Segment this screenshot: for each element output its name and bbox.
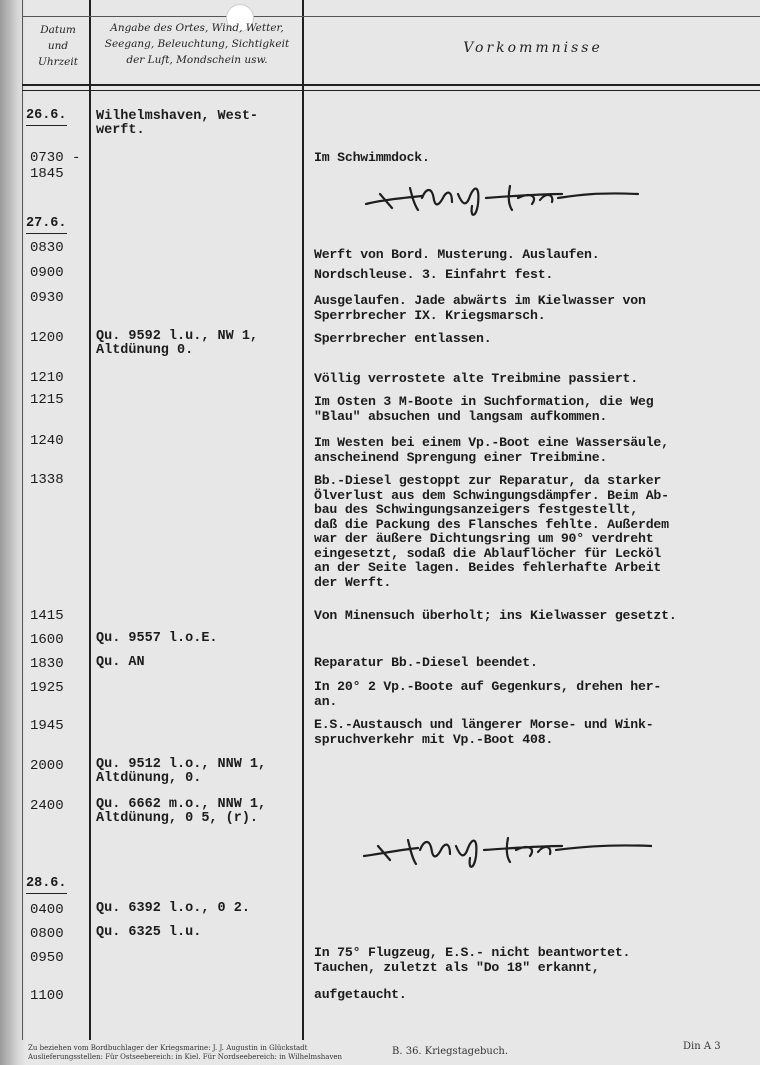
event-entry: Im Schwimmdock.	[314, 150, 430, 165]
time-entry: 1925	[30, 680, 64, 696]
time-entry: 0900	[30, 265, 64, 281]
time-entry: 1215	[30, 392, 64, 408]
date-column-divider	[89, 0, 91, 1040]
event-entry: Ausgelaufen. Jade abwärts im Kielwasser von Sperrbrecher IX. Kriegsmarsch.	[314, 293, 646, 323]
column-header-place: Angabe des Ortes, Wind, Wetter, Seegang, Beleuchtung, Sichtigkeit der Luft, Mondschein usw.	[104, 22, 290, 66]
time-entry: 1210	[30, 370, 64, 386]
place-entry: Qu. 6325 l.u.	[96, 925, 202, 940]
event-entry: Im Westen bei einem Vp.-Boot eine Wassersäule, anscheinend Sprengung einer Treibmine.	[314, 435, 669, 465]
event-entry: Reparatur Bb.-Diesel beendet.	[314, 655, 538, 670]
time-entry: 2000	[30, 758, 64, 774]
header-divider	[22, 84, 760, 86]
time-entry: 0930	[30, 290, 64, 306]
time-entry: 0800	[30, 926, 64, 942]
column-header-date: Datum und Uhrzeit	[38, 24, 78, 68]
place-entry: Wilhelmshaven, West- werft.	[96, 109, 259, 138]
time-entry: 2400	[30, 798, 64, 814]
form-number: B. 36. Kriegstagebuch.	[392, 1046, 509, 1057]
event-entry: Im Osten 3 M-Boote in Suchformation, die Weg "Blau" absuchen und langsam aufkommen.	[314, 394, 654, 424]
time-entry: 1945	[30, 718, 64, 734]
publisher-note: Zu beziehen vom Bordbuchlager der Kriegsmarine: J. J. Augustin in Glückstadt Auslieferungsstellen: Für Ostseebereich: in Kiel. Für Nordseebereich: in Wilhelmshaven	[28, 1044, 343, 1061]
left-margin-line	[22, 0, 23, 1040]
place-entry: Qu. 9512 l.o., NNW 1, Altdünung, 0.	[96, 757, 267, 786]
event-entry: aufgetaucht.	[314, 987, 407, 1002]
place-entry: Qu. AN	[96, 655, 145, 670]
event-entry: Von Minensuch überholt; ins Kielwasser gesetzt.	[314, 608, 677, 623]
day-marker: 26.6.	[26, 108, 67, 123]
time-entry: 1415	[30, 608, 64, 624]
time-entry: 0730 - 1845	[30, 150, 81, 182]
time-entry: 1600	[30, 632, 64, 648]
day-marker: 27.6.	[26, 216, 67, 231]
place-entry: Qu. 9557 l.o.E.	[96, 631, 218, 646]
paper-size: Din A 3	[683, 1041, 721, 1052]
place-entry: Qu. 6392 l.o., 0 2.	[96, 901, 250, 916]
time-entry: 1100	[30, 988, 64, 1004]
place-entry: Qu. 9592 l.u., NW 1, Altdünung 0.	[96, 329, 259, 358]
commander-signature	[362, 174, 652, 220]
time-entry: 1200	[30, 330, 64, 346]
event-entry: E.S.-Austausch und längerer Morse- und Wink- spruchverkehr mit Vp.-Boot 408.	[314, 717, 654, 747]
event-entry: Sperrbrecher entlassen.	[314, 331, 492, 346]
top-border	[22, 16, 760, 17]
event-entry: Völlig verrostete alte Treibmine passiert.	[314, 371, 638, 386]
event-entry: Werft von Bord. Musterung. Auslaufen.	[314, 247, 600, 262]
event-entry: In 75° Flugzeug, E.S.- nicht beantwortet. Tauchen, zuletzt als "Do 18" erkannt,	[314, 945, 631, 975]
event-entry: Nordschleuse. 3. Einfahrt fest.	[314, 267, 554, 282]
commander-signature	[362, 828, 652, 874]
header-divider-2	[22, 90, 760, 91]
event-entry: In 20° 2 Vp.-Boote auf Gegenkurs, drehen her- an.	[314, 679, 662, 709]
time-entry: 0830	[30, 240, 64, 256]
time-entry: 1240	[30, 433, 64, 449]
time-entry: 0400	[30, 902, 64, 918]
time-entry: 1338	[30, 472, 64, 488]
place-entry: Qu. 6662 m.o., NNW 1, Altdünung, 0 5, (r).	[96, 797, 267, 826]
column-header-events: Vorkommnisse	[463, 40, 603, 56]
event-entry: Bb.-Diesel gestoppt zur Reparatur, da starker Ölverlust aus dem Schwingungsdämpfer. Beim Ab- bau des Schwingungsanzeigers festgestellt, daß die Packung des Flansches fehlte. Außerdem war der äußere Dichtungsring um 90° verdreht eingesetzt, sodaß die Ablauflöcher für Lecköl an der Seite lagen. Beides fehlerhafte Arbeit der Werft.	[314, 473, 669, 590]
time-entry: 0950	[30, 950, 64, 966]
place-column-divider	[302, 0, 304, 1040]
time-entry: 1830	[30, 656, 64, 672]
day-marker: 28.6.	[26, 876, 67, 891]
